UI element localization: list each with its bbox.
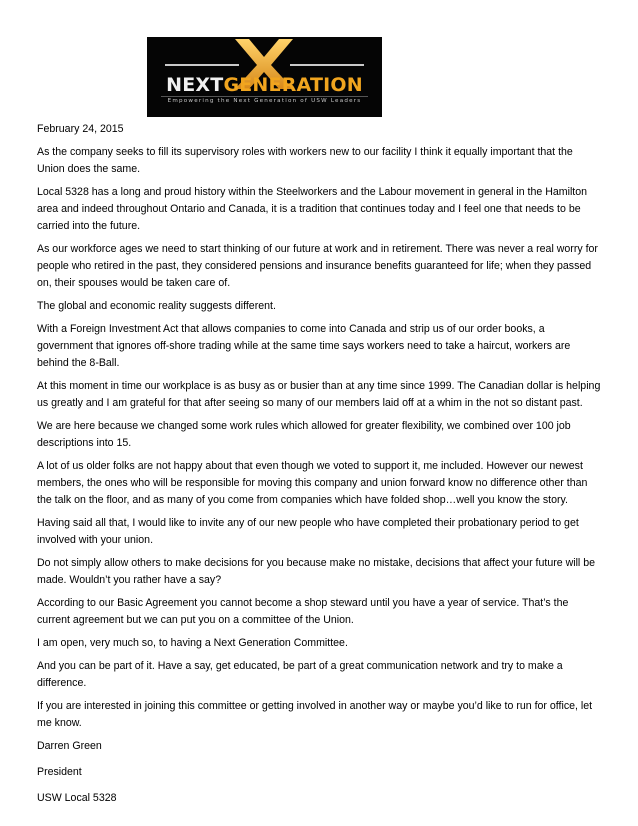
paragraph: Having said all that, I would like to invite any of our new people who have completed their probationary period to get involved with your union. bbox=[37, 517, 579, 546]
letter-date: February 24, 2015 bbox=[37, 123, 124, 135]
signature-title: President bbox=[37, 766, 82, 778]
logo-tagline: Empowering the Next Generation of USW Leaders bbox=[167, 98, 362, 104]
paragraph: A lot of us older folks are not happy about that even though we voted to support it, me included. However our newest members, the ones who will be responsible for moving this company and union forward know no difference other than the talk on the floor, and as many of you come from companies which have folded shop…well you know the story. bbox=[37, 460, 588, 506]
paragraph: With a Foreign Investment Act that allows companies to come into Canada and strip us of our order books, a government that ignores off-shore trading while at the same time says workers need to take a haircut, workers are behind the 8-Ball. bbox=[37, 323, 571, 369]
paragraph: At this moment in time our workplace is as busy as or busier than at any time since 1999. The Canadian dollar is helping us greatly and I am grateful for that after seeing so many of our members laid off at a whim in the not so distant past. bbox=[37, 380, 601, 409]
paragraph: Do not simply allow others to make decisions for you because make no mistake, decisions that affect your future will be made. Wouldn’t you rather have a say? bbox=[37, 557, 596, 586]
paragraph: I am open, very much so, to having a Next Generation Committee. bbox=[37, 637, 348, 649]
paragraph: If you are interested in joining this committee or getting involved in another way or maybe you’d like to run for office, let me know. bbox=[37, 700, 593, 729]
logo-wordmark: NEXTGENERATION bbox=[166, 74, 363, 96]
paragraph: Local 5328 has a long and proud history within the Steelworkers and the Labour movement in general in the Hamilton area and indeed throughout Ontario and Canada, it is a tradition that continues today and I feel one that needs to be carried into the future. bbox=[37, 186, 588, 232]
letter-body bbox=[37, 121, 603, 816]
paragraph: According to our Basic Agreement you cannot become a shop steward until you have a year of service. That’s the current agreement but we can put you on a committee of the Union. bbox=[37, 597, 569, 626]
paragraph: We are here because we changed some work rules which allowed for greater flexibility, we combined over 100 job descriptions into 15. bbox=[37, 420, 571, 449]
signature-name: Darren Green bbox=[37, 740, 102, 752]
next-generation-logo bbox=[147, 37, 382, 117]
paragraph: As our workforce ages we need to start thinking of our future at work and in retirement. There was never a real worry for people who retired in the past, they considered pensions and insurance benefits guaranteed for life; when they passed on, their spouses would be taken care of. bbox=[37, 243, 598, 289]
paragraph: As the company seeks to fill its supervisory roles with workers new to our facility I think it equally important that the Union does the same. bbox=[37, 146, 573, 175]
signature-local: USW Local 5328 bbox=[37, 792, 117, 804]
paragraph: The global and economic reality suggests different. bbox=[37, 300, 276, 312]
paragraph: And you can be part of it. Have a say, get educated, be part of a great communication network and try to make a difference. bbox=[37, 660, 563, 689]
signature-block bbox=[37, 738, 603, 807]
